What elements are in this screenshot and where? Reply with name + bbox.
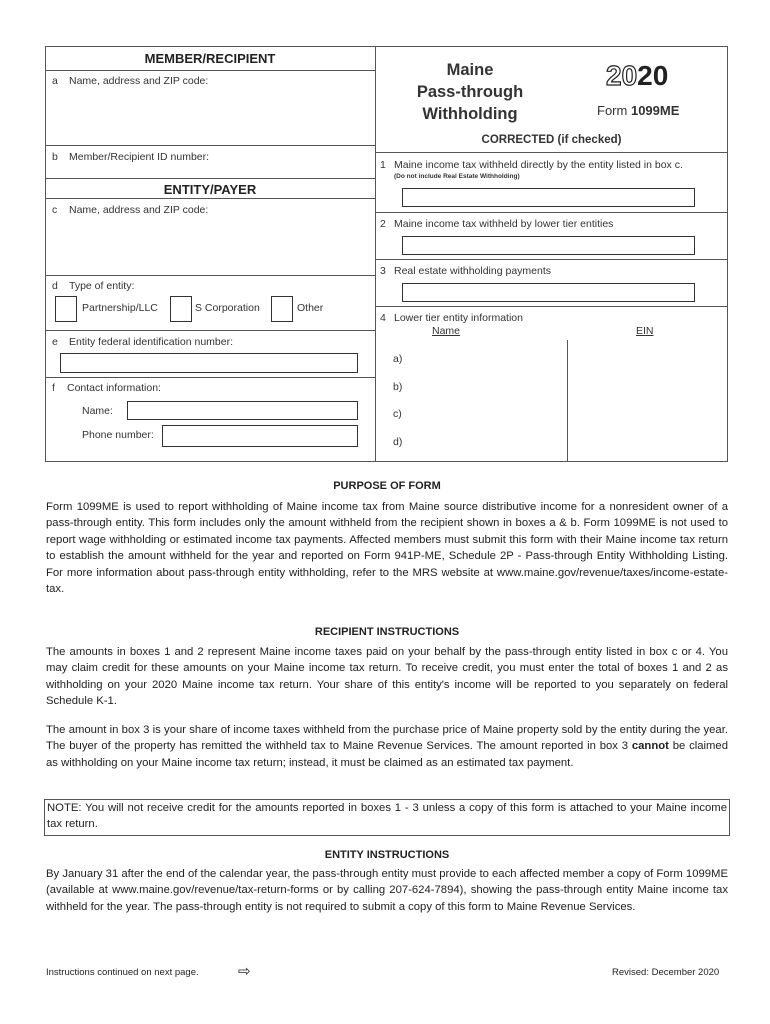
purpose-body: Form 1099ME is used to report withholding of Maine income tax from Maine source distributive income for a nonresident owner of a pass-through entity. This form includes only the amount withheld from the recipient shown in boxes a & b. Form 1099ME is not used to report wage withholding or estimated income tax payments. Affected members must submit this form with their Maine income tax return to establish the amount withheld for the year and reported on Form 941P-ME, Schedule 2P - Pass-through Entity Withholding Listing. For more information about pass-through entity withholding, refer to the MRS website at (46, 501, 728, 579)
recipient-name-address-field[interactable] (50, 92, 370, 142)
punctuation: . (61, 583, 65, 596)
recipient-paragraph-1: The amounts in boxes 1 and 2 represent Maine income taxes paid on your behalf by the pass-through entity listed in box c or 4. You may claim credit for these amounts on your Maine income tax return. To receive credit, you must enter the total of boxes 1 and 2 as withholding on your 2020 Maine income tax return. Your share of this entity's income will be reported to you separately on federal Schedule K-1. (46, 646, 728, 708)
phone-input[interactable] (162, 425, 358, 447)
box-letter: f (52, 382, 55, 394)
title-line: Pass-through (416, 83, 524, 101)
arrow-right-icon: ⇨ (238, 963, 251, 980)
entity-payer-heading: ENTITY/PAYER (163, 182, 257, 197)
name-column-header: Name (432, 325, 461, 337)
emphasis: cannot (631, 740, 669, 753)
divider (45, 198, 375, 199)
box-number: 1 (380, 159, 386, 171)
divider (375, 259, 728, 260)
title-line: Maine (446, 61, 494, 79)
text: or by calling 207-624-7894), showing the pass-through entity Maine income tax withheld for the year. The pass-through entity is not required to submit a copy of this form to Maine Revenue Services. (46, 884, 728, 913)
other-label: Other (297, 302, 324, 314)
recipient-name-address-label: Name, address and ZIP code: (69, 75, 209, 87)
text: By January 31 after the end of the calendar year, the pass-through entity must provide to each affected member a copy of Form 1099ME (available at (46, 868, 728, 897)
divider (45, 275, 375, 276)
s-corporation-checkbox[interactable] (170, 296, 192, 322)
entity-type-label: Type of entity: (69, 280, 135, 292)
box3-input[interactable] (402, 283, 695, 302)
purpose-text (46, 499, 728, 597)
form-title (395, 59, 545, 125)
other-checkbox[interactable] (271, 296, 293, 322)
ein-label: Entity federal identification number: (69, 336, 234, 348)
tax-year (606, 60, 668, 92)
recipient-id-label: Member/Recipient ID number: (69, 151, 210, 163)
lower-tier-row-a[interactable]: a) (393, 353, 403, 365)
box-letter: a (52, 75, 58, 87)
year-solid: 20 (637, 60, 669, 91)
divider (45, 70, 375, 71)
note-box: NOTE: You will not receive credit for the amounts reported in boxes 1 - 3 unless a copy of this form is attached to your Maine income tax return. (44, 799, 730, 836)
continued-note: Instructions continued on next page. (46, 967, 199, 978)
text: The amount in box 3 is your share of income taxes withheld from the purchase price of Maine property sold by the entity during the year. The buyer of the property has remitted the withheld tax to Maine Revenue Services. The amount reported in box 3 (46, 724, 728, 753)
box-letter: b (52, 151, 58, 163)
box1-label: Maine income tax withheld directly by the entity listed in box c. (394, 159, 683, 171)
box-number: 3 (380, 265, 386, 277)
ein-divider (567, 340, 568, 462)
box2-label: Maine income tax withheld by lower tier entities (394, 218, 614, 230)
divider (45, 145, 375, 146)
box-letter: e (52, 336, 58, 348)
divider (45, 330, 375, 331)
entity-name-address-field[interactable] (50, 220, 370, 270)
box-letter: c (52, 204, 58, 216)
corrected-label[interactable]: CORRECTED (if checked) (481, 134, 622, 146)
box2-input[interactable] (402, 236, 695, 255)
contact-name-input[interactable] (127, 401, 358, 420)
entity-name-address-label: Name, address and ZIP code: (69, 204, 209, 216)
lower-tier-row-d[interactable]: d) (393, 436, 403, 448)
title-line: Withholding (422, 105, 518, 123)
purpose-heading: PURPOSE OF FORM (333, 480, 441, 492)
mrs-website-link[interactable]: www.maine.gov/revenue/taxes/income-estate-tax (46, 566, 728, 596)
box1-note: (Do not include Real Estate Withholding) (394, 173, 520, 180)
divider (375, 212, 728, 213)
box-number: 2 (380, 218, 386, 230)
entity-paragraph (46, 866, 728, 915)
divider (45, 178, 375, 179)
divider (375, 306, 728, 307)
contact-label: Contact information: (67, 382, 161, 394)
contact-name-label: Name: (82, 405, 113, 417)
lower-tier-row-b[interactable]: b) (393, 381, 403, 393)
text: be claimed as withholding on your Maine income tax return; instead, it must be claimed as an estimated tax payment. (46, 740, 728, 769)
ein-input[interactable] (60, 353, 358, 373)
year-outline: 20 (606, 60, 638, 91)
box4-label: Lower tier entity information (394, 312, 523, 324)
partnership-checkbox[interactable] (55, 296, 77, 322)
partnership-label: Partnership/LLC (82, 302, 158, 314)
s-corporation-label: S Corporation (195, 302, 260, 314)
lower-tier-row-c[interactable]: c) (393, 408, 402, 420)
ein-column-header: EIN (636, 325, 654, 337)
member-recipient-heading: MEMBER/RECIPIENT (144, 51, 276, 66)
phone-label: Phone number: (82, 429, 154, 441)
recipient-heading: RECIPIENT INSTRUCTIONS (314, 626, 460, 638)
form-number (597, 103, 679, 118)
box-number: 4 (380, 312, 386, 324)
divider (45, 377, 375, 378)
revised-date: Revised: December 2020 (612, 967, 720, 978)
box1-input[interactable] (402, 188, 695, 207)
box-letter: d (52, 280, 58, 292)
box3-label: Real estate withholding payments (394, 265, 552, 277)
form-prefix: Form (597, 103, 628, 118)
divider (375, 46, 376, 462)
form-number-value: 1099ME (630, 103, 680, 118)
recipient-paragraph-2 (46, 722, 728, 771)
entity-heading: ENTITY INSTRUCTIONS (324, 849, 450, 861)
tax-forms-link[interactable]: www.maine.gov/revenue/tax-return-forms (112, 884, 319, 897)
divider (375, 152, 728, 153)
